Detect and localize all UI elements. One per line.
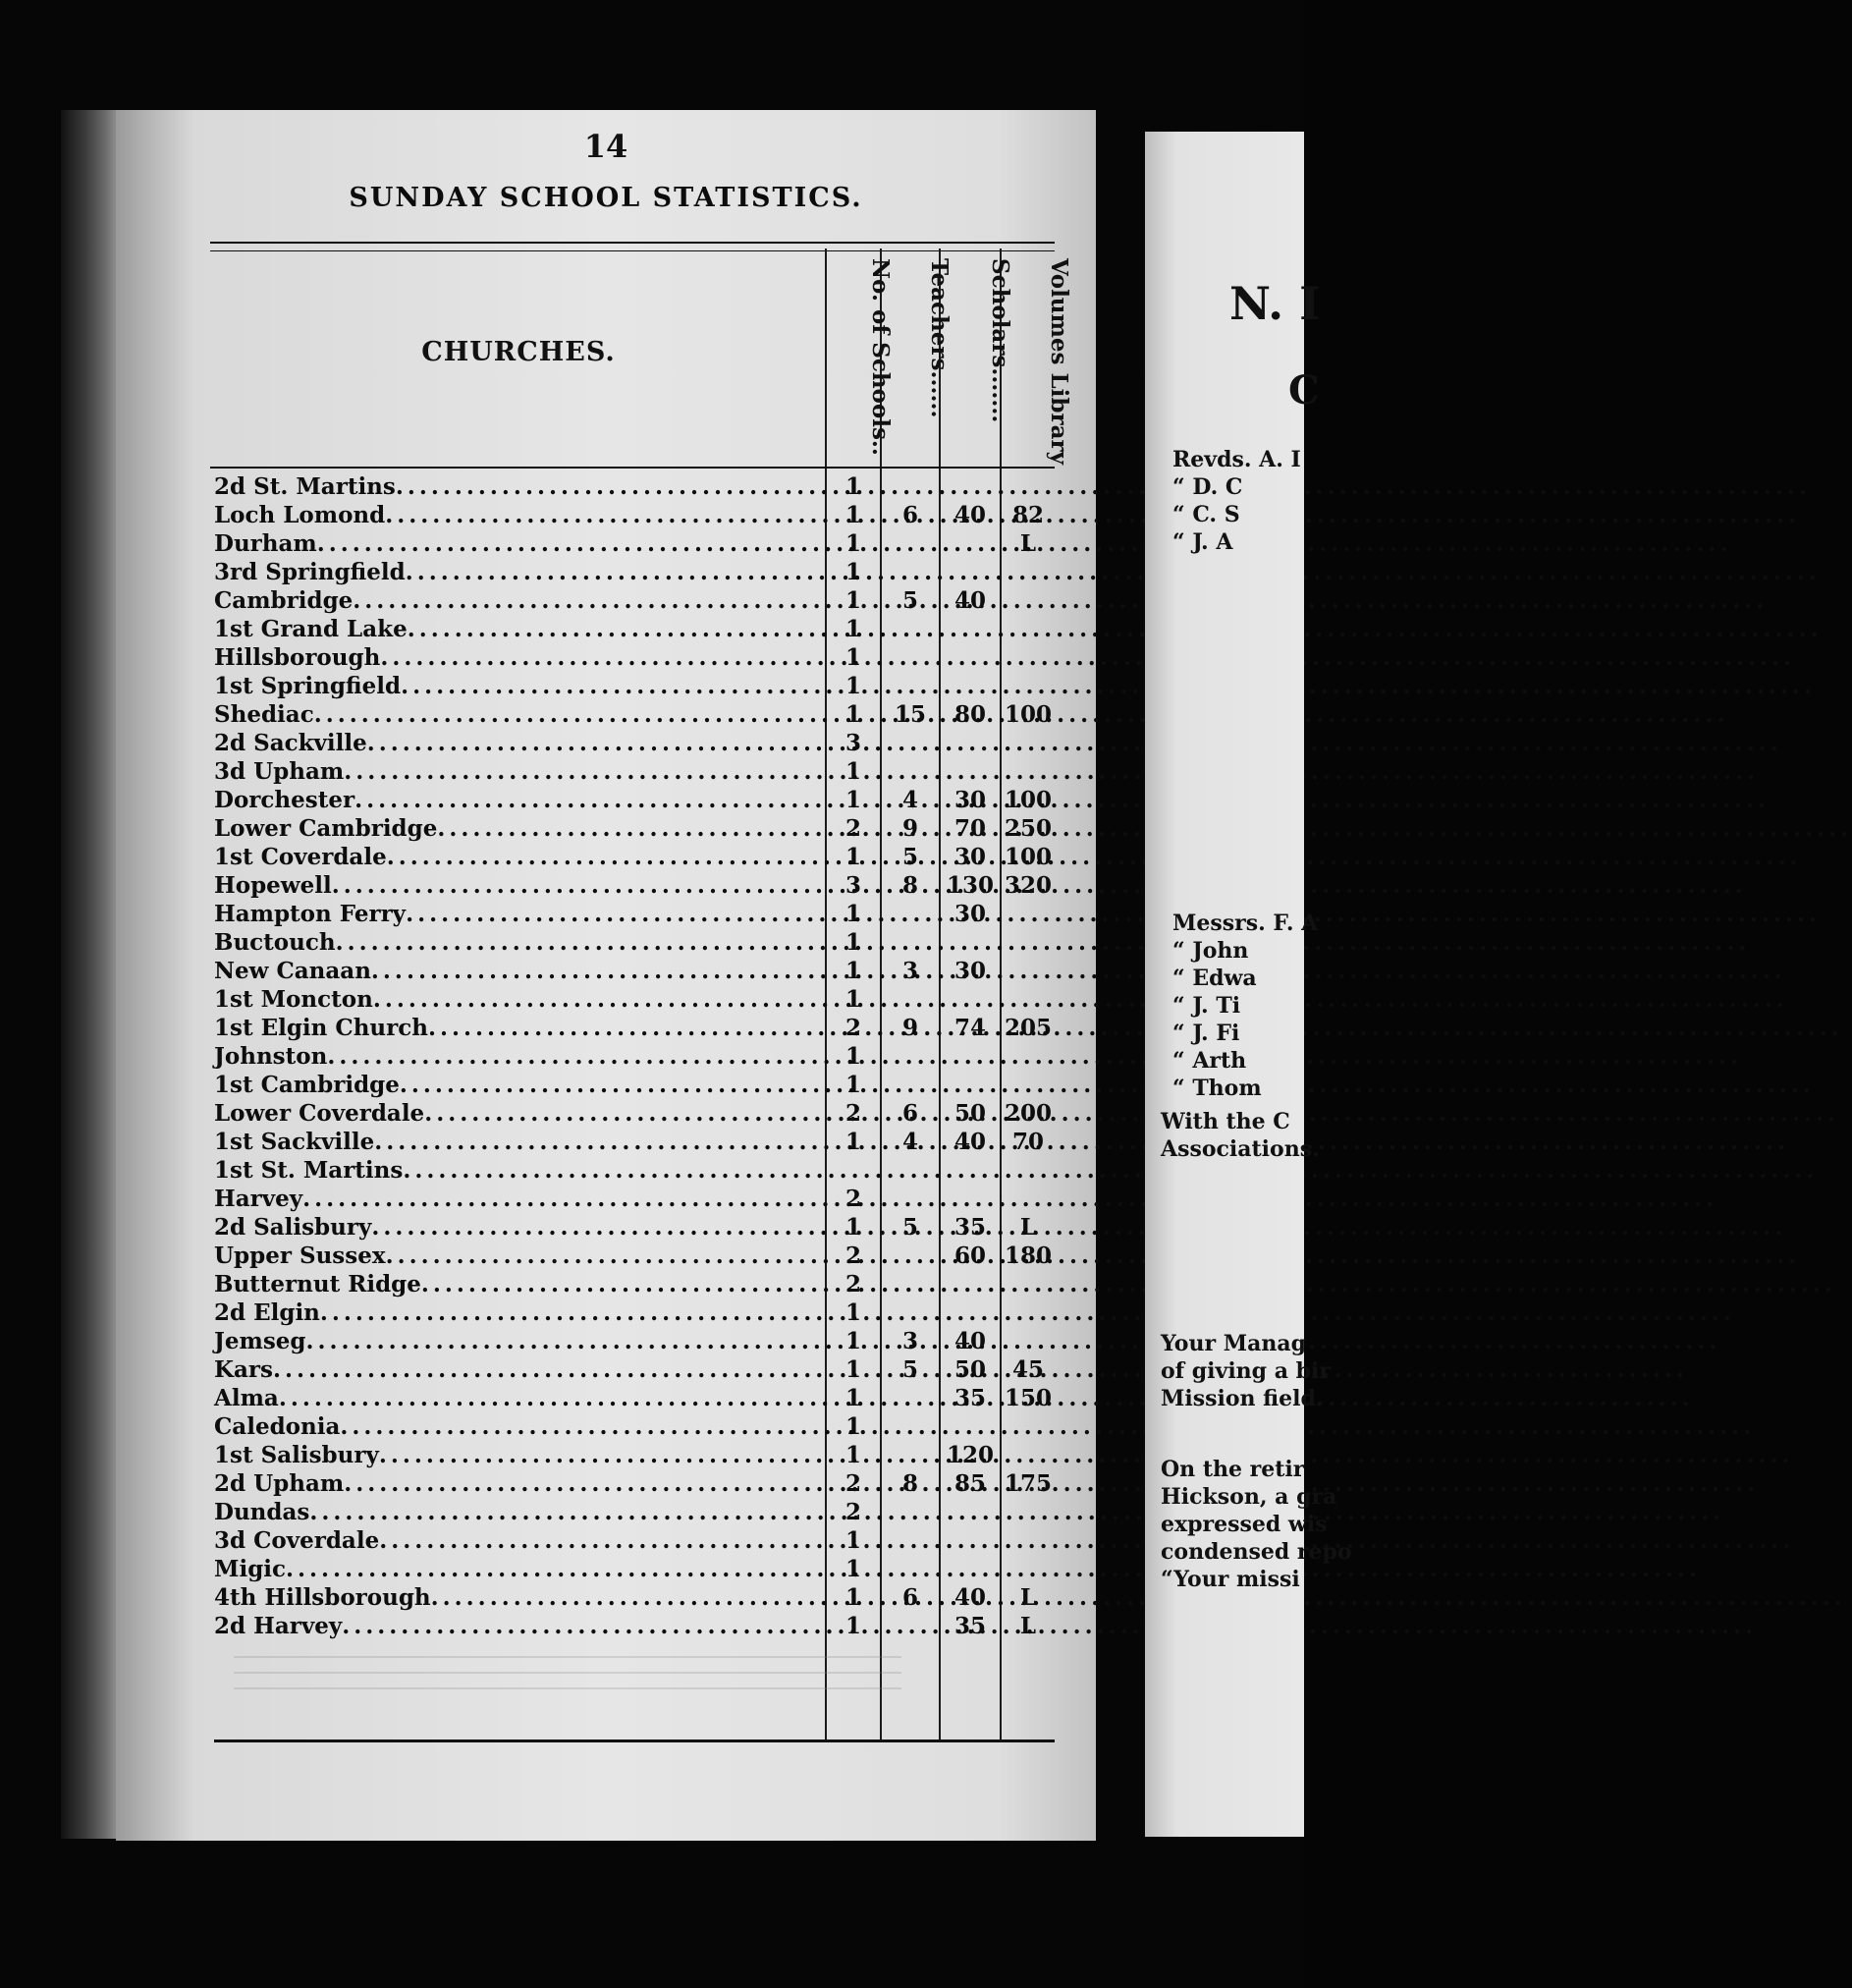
schools-count: 1 bbox=[844, 901, 861, 927]
church-name: Durham ..... bbox=[214, 529, 821, 558]
right-page-line: “ J. Fi bbox=[1172, 1021, 1240, 1046]
schools-count: 1 bbox=[844, 1385, 861, 1411]
schools-count: 1 bbox=[844, 958, 861, 984]
library-volumes: 70 bbox=[1011, 1129, 1044, 1155]
scholars-count: 130 bbox=[946, 872, 994, 899]
schools-count: 1 bbox=[844, 1129, 861, 1155]
table-row bbox=[210, 558, 1055, 586]
library-volumes: L bbox=[1019, 1214, 1037, 1241]
scholars-count bbox=[941, 1071, 1000, 1099]
schools-count: 3 bbox=[844, 730, 861, 756]
teachers-count: 8 bbox=[901, 1470, 918, 1497]
teachers-count bbox=[882, 643, 939, 672]
scholars-count bbox=[941, 928, 1000, 957]
header-rule bbox=[210, 467, 1055, 469]
scholars-count: 40 bbox=[953, 587, 986, 614]
scholars-count bbox=[941, 672, 1000, 700]
church-name: New Canaan ..... bbox=[214, 957, 821, 985]
library-volumes bbox=[1002, 1498, 1055, 1526]
library-volumes bbox=[1002, 1071, 1055, 1099]
statistics-table bbox=[210, 248, 1072, 1741]
schools-count: 1 bbox=[844, 758, 861, 785]
library-volumes bbox=[1002, 1270, 1055, 1298]
teachers-count: 15 bbox=[894, 701, 926, 728]
teachers-count bbox=[882, 1071, 939, 1099]
teachers-count bbox=[882, 672, 939, 700]
library-volumes: 45 bbox=[1011, 1356, 1044, 1383]
right-page-line: of giving a bir bbox=[1161, 1358, 1331, 1384]
scholars-count bbox=[941, 985, 1000, 1014]
scholars-count: 30 bbox=[953, 901, 986, 927]
right-page-line: Associations. bbox=[1161, 1136, 1320, 1162]
table-row bbox=[210, 1355, 1055, 1384]
church-name: Hampton Ferry ..... bbox=[214, 900, 821, 928]
schools-count: 2 bbox=[844, 1470, 861, 1497]
teachers-count bbox=[882, 729, 939, 757]
schools-count: 1 bbox=[844, 986, 861, 1013]
church-name: Hopewell ..... bbox=[214, 871, 821, 900]
teachers-count: 5 bbox=[901, 587, 918, 614]
teachers-count bbox=[882, 1384, 939, 1412]
teachers-count bbox=[882, 928, 939, 957]
right-page-line: “ J. A bbox=[1172, 529, 1233, 555]
schools-count: 1 bbox=[844, 587, 861, 614]
table-row bbox=[210, 985, 1055, 1014]
schools-count: 1 bbox=[844, 559, 861, 585]
teachers-count: 4 bbox=[901, 787, 918, 813]
teachers-count bbox=[882, 1185, 939, 1213]
library-volumes: 100 bbox=[1004, 844, 1052, 870]
scholars-count: 74 bbox=[953, 1015, 986, 1041]
table-body bbox=[210, 472, 1055, 1640]
library-volumes: 175 bbox=[1004, 1470, 1052, 1497]
right-page-line: Revds. A. I bbox=[1172, 447, 1301, 472]
schools-count: 1 bbox=[844, 929, 861, 956]
schools-count: 2 bbox=[844, 815, 861, 842]
right-page-line: On the retir bbox=[1161, 1457, 1305, 1482]
schools-count: 1 bbox=[844, 844, 861, 870]
teachers-count bbox=[882, 472, 939, 501]
right-page-line: “ J. Ti bbox=[1172, 993, 1241, 1019]
library-volumes: 205 bbox=[1004, 1015, 1052, 1041]
library-volumes bbox=[1002, 1185, 1055, 1213]
church-name: Jemseg ..... bbox=[214, 1327, 821, 1355]
church-name: 1st Moncton ..... bbox=[214, 985, 821, 1014]
scholars-count bbox=[941, 1042, 1000, 1071]
church-name: Dundas ..... bbox=[214, 1498, 821, 1526]
library-volumes bbox=[1002, 1555, 1055, 1583]
church-name: 1st Springfield ..... bbox=[214, 672, 821, 700]
library-volumes: 250 bbox=[1004, 815, 1052, 842]
schools-count: 1 bbox=[844, 701, 861, 728]
schools-count: 1 bbox=[844, 530, 861, 557]
scholars-count: 80 bbox=[953, 701, 986, 728]
right-page-line: “ Edwa bbox=[1172, 966, 1257, 991]
scholars-count: 60 bbox=[953, 1242, 986, 1269]
scholars-count: 35 bbox=[953, 1613, 986, 1639]
schools-count: 1 bbox=[844, 673, 861, 699]
table-row bbox=[210, 1156, 1055, 1185]
church-name: 4th Hillsborough ..... bbox=[214, 1583, 821, 1612]
right-page-line: expressed wis bbox=[1161, 1512, 1328, 1537]
church-name: 2d Salisbury ..... bbox=[214, 1213, 821, 1242]
teachers-count: 5 bbox=[901, 1356, 918, 1383]
table-row bbox=[210, 1384, 1055, 1412]
header-schools: No. of Schools.. bbox=[867, 258, 894, 456]
scholars-count bbox=[941, 1185, 1000, 1213]
library-volumes bbox=[1002, 1156, 1055, 1185]
right-page-line: Mission field. bbox=[1161, 1386, 1324, 1411]
schools-count bbox=[827, 1156, 880, 1185]
right-page-line: “ Thom bbox=[1172, 1076, 1262, 1101]
left-page bbox=[116, 110, 1096, 1841]
schools-count: 2 bbox=[844, 1015, 861, 1041]
church-name: Kars ..... bbox=[214, 1355, 821, 1384]
table-row bbox=[210, 957, 1055, 985]
table-row bbox=[210, 1071, 1055, 1099]
teachers-count bbox=[882, 985, 939, 1014]
scholars-count bbox=[941, 757, 1000, 786]
right-page-title: N. I bbox=[1229, 277, 1321, 330]
right-page-line: “Your missi bbox=[1161, 1567, 1300, 1592]
teachers-count: 4 bbox=[901, 1129, 918, 1155]
scholars-count: 40 bbox=[953, 502, 986, 528]
schools-count: 2 bbox=[844, 1186, 861, 1212]
table-row bbox=[210, 1185, 1055, 1213]
table-row bbox=[210, 643, 1055, 672]
right-page-line: “ C. S bbox=[1172, 502, 1240, 527]
library-volumes: L bbox=[1019, 530, 1037, 557]
scholars-count bbox=[941, 615, 1000, 643]
schools-count: 1 bbox=[844, 1527, 861, 1554]
library-volumes bbox=[1002, 1327, 1055, 1355]
scholars-count bbox=[941, 1270, 1000, 1298]
right-page-line: “ D. C bbox=[1172, 474, 1243, 500]
teachers-count: 6 bbox=[901, 1584, 918, 1611]
teachers-count bbox=[882, 558, 939, 586]
library-volumes: 100 bbox=[1004, 701, 1052, 728]
library-volumes bbox=[1002, 1412, 1055, 1441]
library-volumes bbox=[1002, 1298, 1055, 1327]
schools-count: 1 bbox=[844, 616, 861, 642]
church-name: Shediac ..... bbox=[214, 700, 821, 729]
scholars-count bbox=[941, 1555, 1000, 1583]
library-volumes bbox=[1002, 643, 1055, 672]
scholars-count bbox=[941, 1526, 1000, 1555]
table-row bbox=[210, 900, 1055, 928]
schools-count: 1 bbox=[844, 1556, 861, 1582]
library-volumes bbox=[1002, 729, 1055, 757]
teachers-count: 6 bbox=[901, 502, 918, 528]
church-name: Dorchester ..... bbox=[214, 786, 821, 814]
teachers-count: 9 bbox=[901, 1015, 918, 1041]
table-row bbox=[210, 1014, 1055, 1042]
teachers-count: 9 bbox=[901, 815, 918, 842]
table-row bbox=[210, 700, 1055, 729]
table-row bbox=[210, 615, 1055, 643]
scholars-count bbox=[941, 529, 1000, 558]
church-name: Lower Cambridge ..... bbox=[214, 814, 821, 843]
table-row bbox=[210, 1469, 1055, 1498]
library-volumes bbox=[1002, 1441, 1055, 1469]
teachers-count: 3 bbox=[901, 1328, 918, 1354]
teachers-count bbox=[882, 1526, 939, 1555]
church-name: Buctouch ..... bbox=[214, 928, 821, 957]
right-page-fragment bbox=[1145, 132, 1352, 1837]
table-row bbox=[210, 1213, 1055, 1242]
table-row bbox=[210, 472, 1055, 501]
header-library: Volumes Library bbox=[1046, 258, 1072, 465]
church-name: 1st Coverdale ..... bbox=[214, 843, 821, 871]
table-row bbox=[210, 928, 1055, 957]
scholars-count bbox=[941, 1412, 1000, 1441]
church-name: Hillsborough ..... bbox=[214, 643, 821, 672]
scholars-count bbox=[941, 1298, 1000, 1327]
scholars-count: 40 bbox=[953, 1328, 986, 1354]
table-bottom-rule bbox=[214, 1740, 1055, 1742]
church-name: Lower Coverdale ..... bbox=[214, 1099, 821, 1128]
library-volumes bbox=[1002, 672, 1055, 700]
right-page-line: Messrs. F. A bbox=[1172, 911, 1319, 936]
table-row bbox=[210, 586, 1055, 615]
schools-count: 1 bbox=[844, 1613, 861, 1639]
table-row bbox=[210, 1583, 1055, 1612]
teachers-count: 6 bbox=[901, 1100, 918, 1127]
schools-count: 1 bbox=[844, 502, 861, 528]
schools-count: 1 bbox=[844, 644, 861, 671]
library-volumes: 200 bbox=[1004, 1100, 1052, 1127]
library-volumes bbox=[1002, 985, 1055, 1014]
page-number: 14 bbox=[583, 128, 628, 165]
teachers-count bbox=[882, 900, 939, 928]
church-name: Johnston ..... bbox=[214, 1042, 821, 1071]
scholars-count: 70 bbox=[953, 815, 986, 842]
schools-count: 1 bbox=[844, 1299, 861, 1326]
scholars-count bbox=[941, 643, 1000, 672]
table-row bbox=[210, 1327, 1055, 1355]
table-row bbox=[210, 1526, 1055, 1555]
schools-count: 1 bbox=[844, 1328, 861, 1354]
table-row bbox=[210, 1498, 1055, 1526]
church-name: Harvey ..... bbox=[214, 1185, 821, 1213]
scholars-count: 30 bbox=[953, 844, 986, 870]
church-name: Butternut Ridge ..... bbox=[214, 1270, 821, 1298]
library-volumes: L bbox=[1019, 1613, 1037, 1639]
show-through-text bbox=[234, 1642, 901, 1711]
header-teachers: Teachers...... bbox=[926, 258, 953, 418]
table-row bbox=[210, 1612, 1055, 1640]
scholars-count: 30 bbox=[953, 787, 986, 813]
church-name: 1st Elgin Church ..... bbox=[214, 1014, 821, 1042]
schools-count: 2 bbox=[844, 1100, 861, 1127]
church-name: 2d Elgin ..... bbox=[214, 1298, 821, 1327]
right-page-subtitle: C bbox=[1288, 367, 1320, 414]
teachers-count bbox=[882, 1498, 939, 1526]
church-name: Alma ..... bbox=[214, 1384, 821, 1412]
teachers-count: 5 bbox=[901, 1214, 918, 1241]
scholars-count: 50 bbox=[953, 1100, 986, 1127]
church-name: Caledonia ..... bbox=[214, 1412, 821, 1441]
right-page-line: With the C bbox=[1161, 1109, 1290, 1134]
scholars-count: 35 bbox=[953, 1385, 986, 1411]
library-volumes bbox=[1002, 558, 1055, 586]
schools-count: 1 bbox=[844, 1442, 861, 1468]
teachers-count: 5 bbox=[901, 844, 918, 870]
right-page-line: Your Manag bbox=[1161, 1331, 1306, 1356]
table-row bbox=[210, 1412, 1055, 1441]
teachers-count bbox=[882, 1156, 939, 1185]
church-name: 1st St. Martins ..... bbox=[214, 1156, 821, 1185]
church-name: 1st Grand Lake ..... bbox=[214, 615, 821, 643]
church-name: 2d Upham ..... bbox=[214, 1469, 821, 1498]
teachers-count bbox=[882, 1555, 939, 1583]
library-volumes: 320 bbox=[1004, 872, 1052, 899]
library-volumes: L bbox=[1019, 1584, 1037, 1611]
church-name: 2d St. Martins ..... bbox=[214, 472, 821, 501]
scholars-count: 30 bbox=[953, 958, 986, 984]
schools-count: 1 bbox=[844, 1214, 861, 1241]
teachers-count bbox=[882, 1612, 939, 1640]
teachers-count: 8 bbox=[901, 872, 918, 899]
right-page-line: “ John bbox=[1172, 938, 1249, 964]
table-row bbox=[210, 1099, 1055, 1128]
schools-count: 2 bbox=[844, 1271, 861, 1298]
teachers-count bbox=[882, 615, 939, 643]
church-name: Cambridge ..... bbox=[214, 586, 821, 615]
library-volumes bbox=[1002, 900, 1055, 928]
schools-count: 1 bbox=[844, 1356, 861, 1383]
church-name: 3d Upham ..... bbox=[214, 757, 821, 786]
table-row bbox=[210, 1298, 1055, 1327]
table-row bbox=[210, 757, 1055, 786]
scholars-count bbox=[941, 1156, 1000, 1185]
library-volumes bbox=[1002, 586, 1055, 615]
right-page-line: “ Arth bbox=[1172, 1048, 1247, 1074]
schools-count: 1 bbox=[844, 1072, 861, 1098]
schools-count: 1 bbox=[844, 1043, 861, 1070]
table-row bbox=[210, 1128, 1055, 1156]
scholars-count: 120 bbox=[946, 1442, 994, 1468]
table-row bbox=[210, 672, 1055, 700]
running-head: SUNDAY SCHOOL STATISTICS. bbox=[349, 183, 863, 213]
right-page-line: condensed repo bbox=[1161, 1539, 1352, 1565]
church-name: Loch Lomond ..... bbox=[214, 501, 821, 529]
library-volumes bbox=[1002, 757, 1055, 786]
church-name: 3rd Springfield ..... bbox=[214, 558, 821, 586]
table-row bbox=[210, 1270, 1055, 1298]
library-volumes bbox=[1002, 928, 1055, 957]
table-row bbox=[210, 843, 1055, 871]
teachers-count: 3 bbox=[901, 958, 918, 984]
teachers-count bbox=[882, 1270, 939, 1298]
schools-count: 2 bbox=[844, 1242, 861, 1269]
library-volumes bbox=[1002, 472, 1055, 501]
library-volumes bbox=[1002, 957, 1055, 985]
library-volumes: 82 bbox=[1011, 502, 1044, 528]
table-row bbox=[210, 1242, 1055, 1270]
library-volumes bbox=[1002, 1042, 1055, 1071]
table-row bbox=[210, 786, 1055, 814]
church-name: 2d Sackville ..... bbox=[214, 729, 821, 757]
table-row bbox=[210, 729, 1055, 757]
table-row bbox=[210, 1042, 1055, 1071]
scholars-count: 50 bbox=[953, 1356, 986, 1383]
teachers-count bbox=[882, 1441, 939, 1469]
church-name: 1st Sackville ..... bbox=[214, 1128, 821, 1156]
table-row bbox=[210, 1555, 1055, 1583]
teachers-count bbox=[882, 529, 939, 558]
teachers-count bbox=[882, 1242, 939, 1270]
header-churches: CHURCHES. bbox=[421, 337, 616, 367]
schools-count: 1 bbox=[844, 473, 861, 500]
schools-count: 1 bbox=[844, 1584, 861, 1611]
scholars-count bbox=[941, 472, 1000, 501]
church-name: 1st Salisbury ..... bbox=[214, 1441, 821, 1469]
scholars-count: 40 bbox=[953, 1584, 986, 1611]
library-volumes bbox=[1002, 1526, 1055, 1555]
teachers-count bbox=[882, 1412, 939, 1441]
library-volumes bbox=[1002, 615, 1055, 643]
scholars-count: 85 bbox=[953, 1470, 986, 1497]
schools-count: 1 bbox=[844, 787, 861, 813]
schools-count: 2 bbox=[844, 1499, 861, 1525]
table-row bbox=[210, 501, 1055, 529]
church-name: 3d Coverdale ..... bbox=[214, 1526, 821, 1555]
table-row bbox=[210, 529, 1055, 558]
right-page-line: Hickson, a gra bbox=[1161, 1484, 1337, 1510]
scholars-count bbox=[941, 1498, 1000, 1526]
church-name: Migic ..... bbox=[214, 1555, 821, 1583]
teachers-count bbox=[882, 757, 939, 786]
header-scholars: Scholars....... bbox=[987, 258, 1013, 423]
scholars-count: 35 bbox=[953, 1214, 986, 1241]
teachers-count bbox=[882, 1298, 939, 1327]
library-volumes: 100 bbox=[1004, 787, 1052, 813]
scholars-count bbox=[941, 729, 1000, 757]
library-volumes: 180 bbox=[1004, 1242, 1052, 1269]
table-row bbox=[210, 814, 1055, 843]
library-volumes: 150 bbox=[1004, 1385, 1052, 1411]
teachers-count bbox=[882, 1042, 939, 1071]
scholars-count: 40 bbox=[953, 1129, 986, 1155]
church-name: 1st Cambridge ..... bbox=[214, 1071, 821, 1099]
church-name: Upper Sussex ..... bbox=[214, 1242, 821, 1270]
church-name: 2d Harvey ..... bbox=[214, 1612, 821, 1640]
table-row bbox=[210, 871, 1055, 900]
table-row bbox=[210, 1441, 1055, 1469]
book-spine bbox=[61, 110, 120, 1839]
schools-count: 1 bbox=[844, 1413, 861, 1440]
scholars-count bbox=[941, 558, 1000, 586]
schools-count: 3 bbox=[844, 872, 861, 899]
